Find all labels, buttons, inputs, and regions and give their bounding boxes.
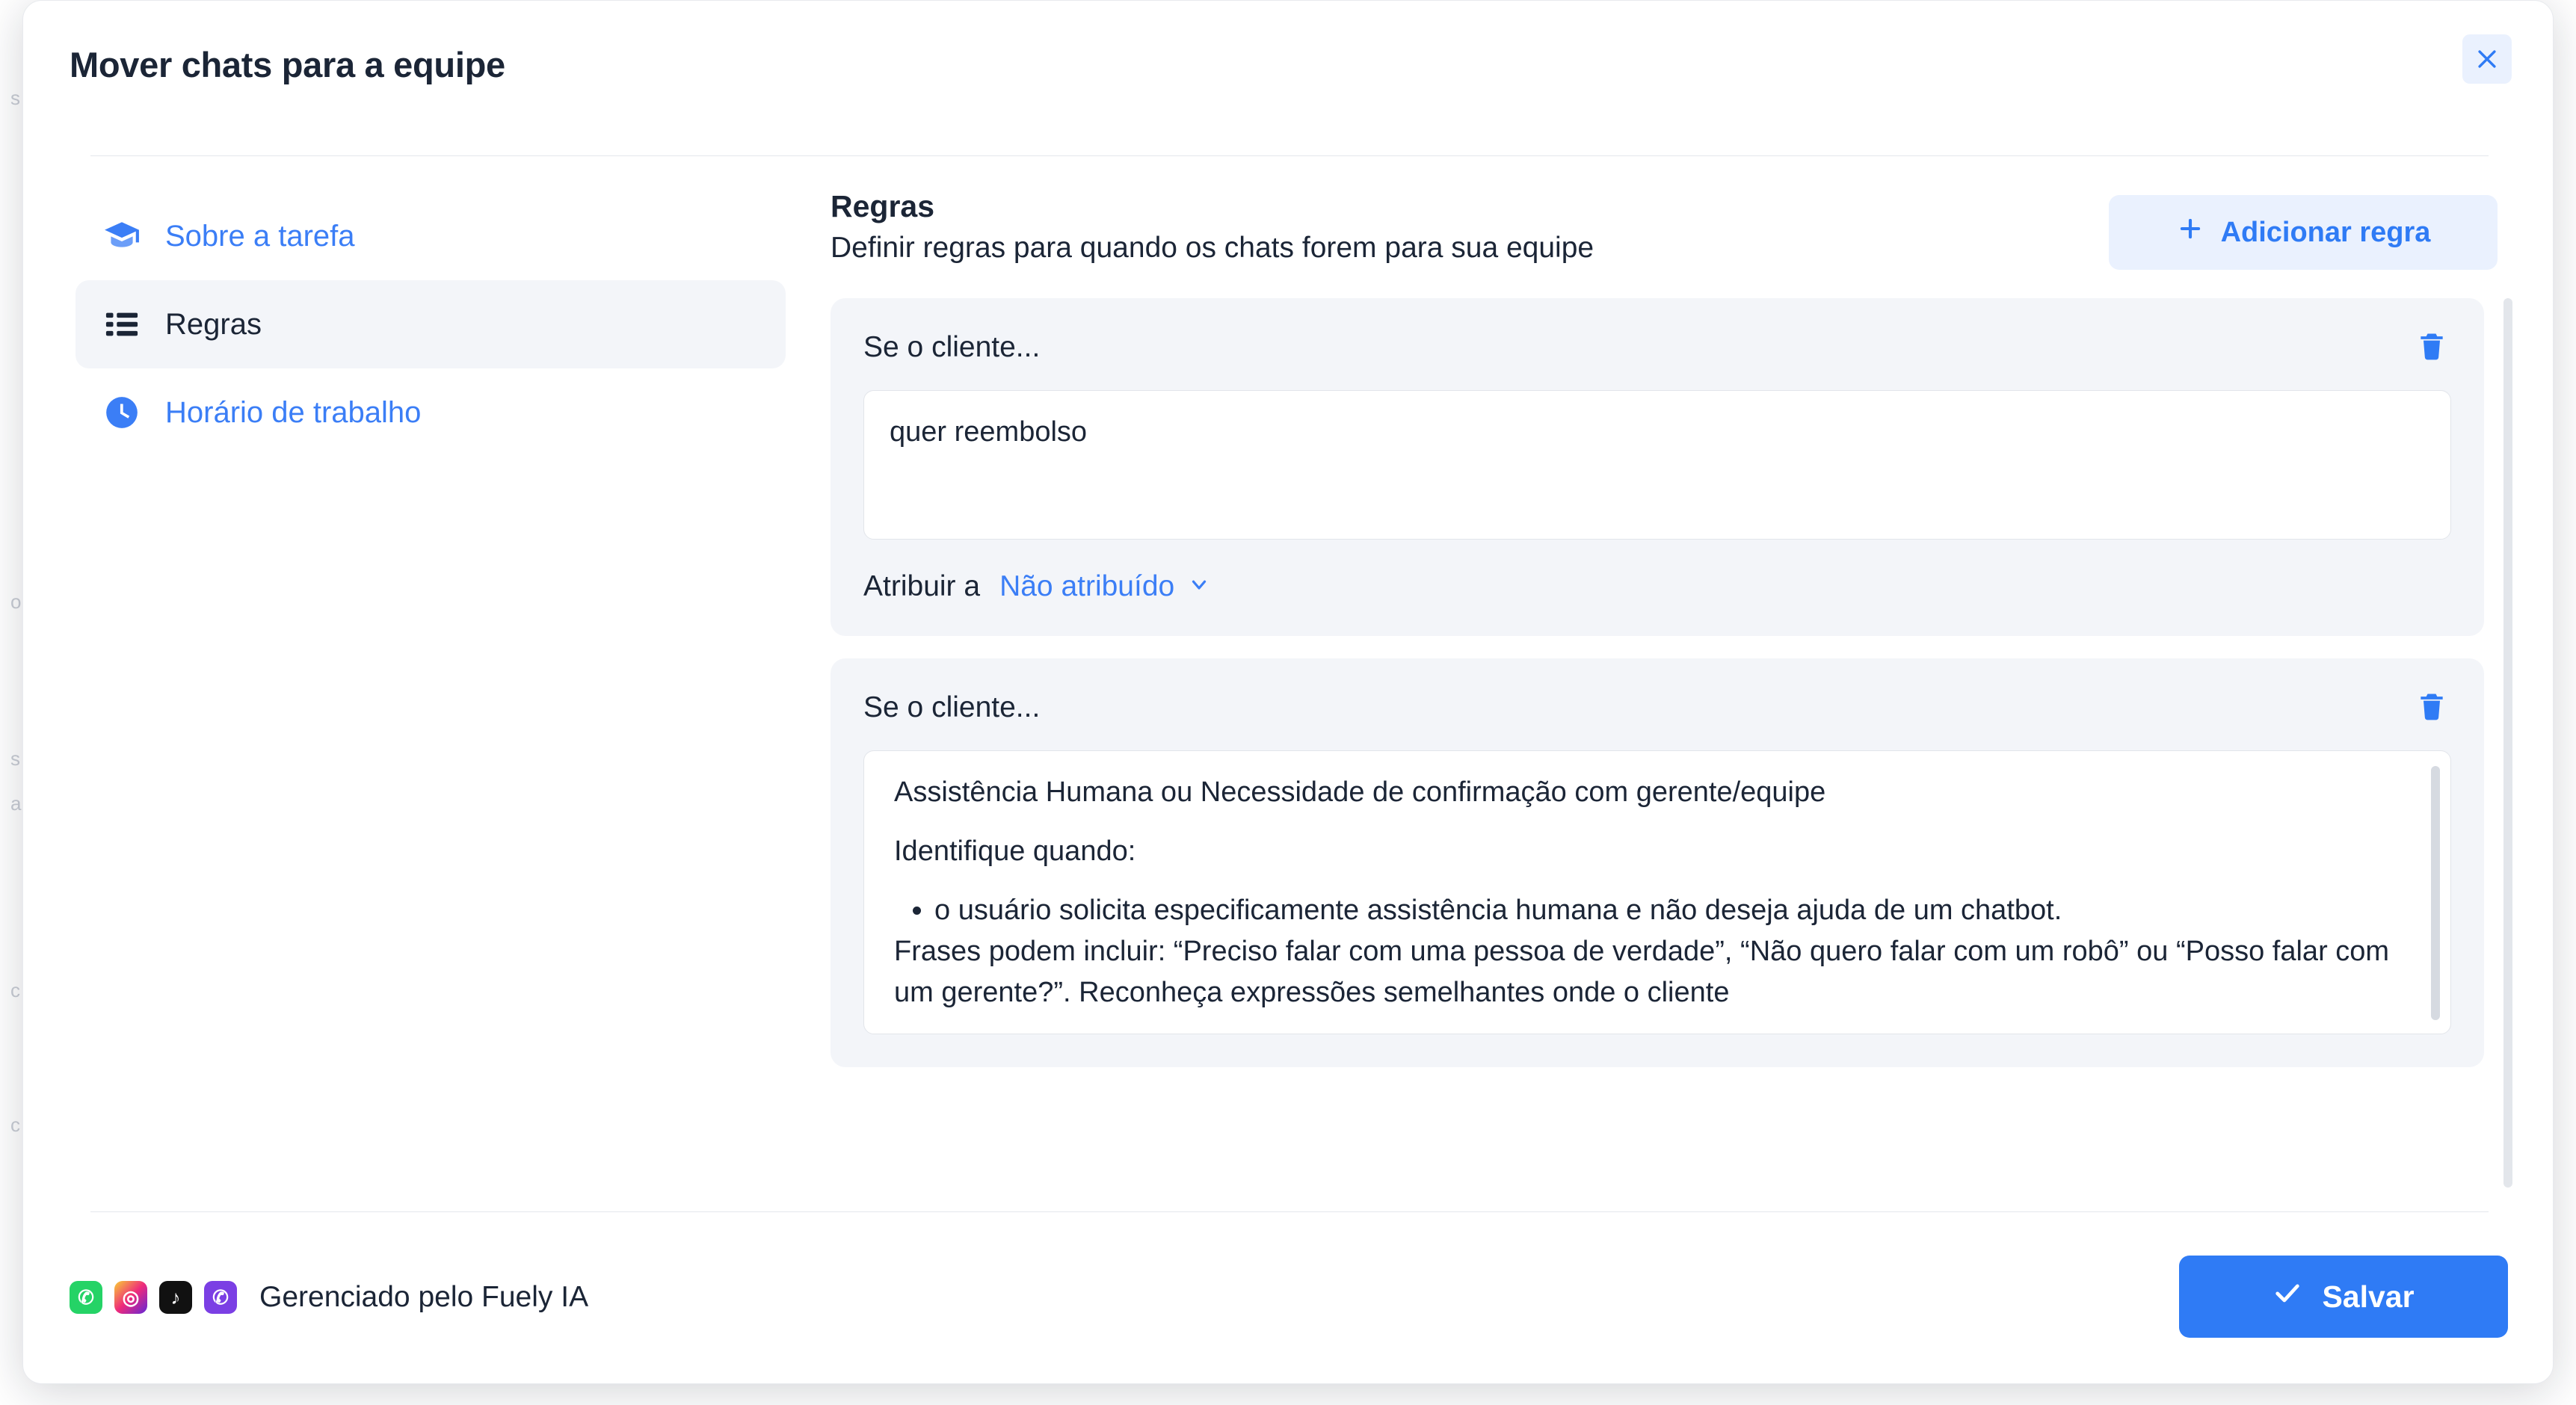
sidebar-item-label: Horário de trabalho [165,395,422,429]
messenger-icon: ✆ [204,1281,237,1314]
modal-header [23,1,2553,156]
rule-card-header [863,687,2451,728]
rules-title: Regras [831,189,935,223]
sidebar-item-sobre-a-tarefa[interactable] [76,192,786,280]
rule-condition-input[interactable] [863,390,2451,540]
background-ghost-letter: o [10,590,22,613]
rules-list [831,298,2512,1188]
background-ghost-letter: a [10,792,22,815]
background-ghost-letter: s [10,747,20,770]
list-icon [102,305,141,344]
textarea-scrollbar[interactable] [2431,766,2440,1020]
plus-icon [2176,214,2204,250]
assign-label: Atribuir a [863,570,981,602]
background-ghost-letter: s [10,87,20,109]
rule-card-header [863,327,2451,368]
background-ghost-letter: c [10,979,20,1001]
delete-rule-button[interactable] [2412,687,2451,728]
trash-icon [2415,690,2448,725]
assign-dropdown[interactable] [999,570,1210,603]
modal-sidebar [76,192,786,457]
brand-row [70,1281,588,1314]
rule-condition-title: Assistência Humana ou Necessidade de confirmação com gerente/equipe [894,776,1826,808]
save-button-label: Salvar [2322,1279,2415,1314]
background-ghost-letter: c [10,1114,20,1136]
clock-icon [102,393,141,432]
brand-label: Gerenciado pelo Fuely IA [259,1281,589,1313]
add-rule-button-label: Adicionar regra [2220,216,2431,248]
rules-header [831,189,2498,265]
rule-condition-bullets [894,890,2421,931]
rule-condition-tail: Frases podem incluir: “Preciso falar com uma pessoa de verdade”, “Não quero falar com um robô” ou “Posso falar com um gerente?”. Reconheça expressões semelhantes onde o cliente [894,936,2390,1009]
rule-card [831,298,2484,636]
sidebar-item-label: Sobre a tarefa [165,219,355,253]
trash-icon [2415,330,2448,365]
rules-scrollbar-thumb[interactable] [2503,298,2512,1188]
assign-dropdown-value: Não atribuído [999,570,1175,602]
rules-subtitle: Definir regras para quando os chats forem para sua equipe [831,232,1594,264]
sidebar-item-label: Regras [165,307,262,341]
move-chats-modal [22,0,2554,1384]
delete-rule-button[interactable] [2412,327,2451,368]
rule-condition-input[interactable] [863,750,2451,1034]
add-rule-button[interactable] [2109,195,2498,270]
whatsapp-icon: ✆ [70,1281,102,1314]
rule-card [831,658,2484,1067]
page-title: Mover chats para a equipe [70,45,505,84]
rule-condition-intro: Identifique quando: [894,836,1136,868]
rule-condition-label: Se o cliente... [863,330,1041,363]
instagram-icon: ◎ [114,1281,147,1314]
save-button[interactable] [2179,1256,2508,1338]
rules-scrollbar[interactable] [2503,298,2512,1188]
graduation-cap-icon [102,217,141,256]
rule-condition-bullet: • o usuário solicita especificamente assistência humana e não deseja ajuda de um chatbot. [934,890,2421,931]
assign-row [863,570,2451,603]
sidebar-item-regras[interactable] [76,280,786,368]
modal-body [23,156,2554,1211]
sidebar-item-horario-de-trabalho[interactable] [76,368,786,457]
check-icon [2273,1278,2302,1315]
close-button[interactable] [2462,34,2512,84]
chevron-down-icon [1188,570,1210,603]
modal-footer [23,1212,2554,1384]
close-icon [2474,46,2500,72]
rule-condition-label: Se o cliente... [863,691,1041,723]
tiktok-icon: ♪ [159,1281,192,1314]
